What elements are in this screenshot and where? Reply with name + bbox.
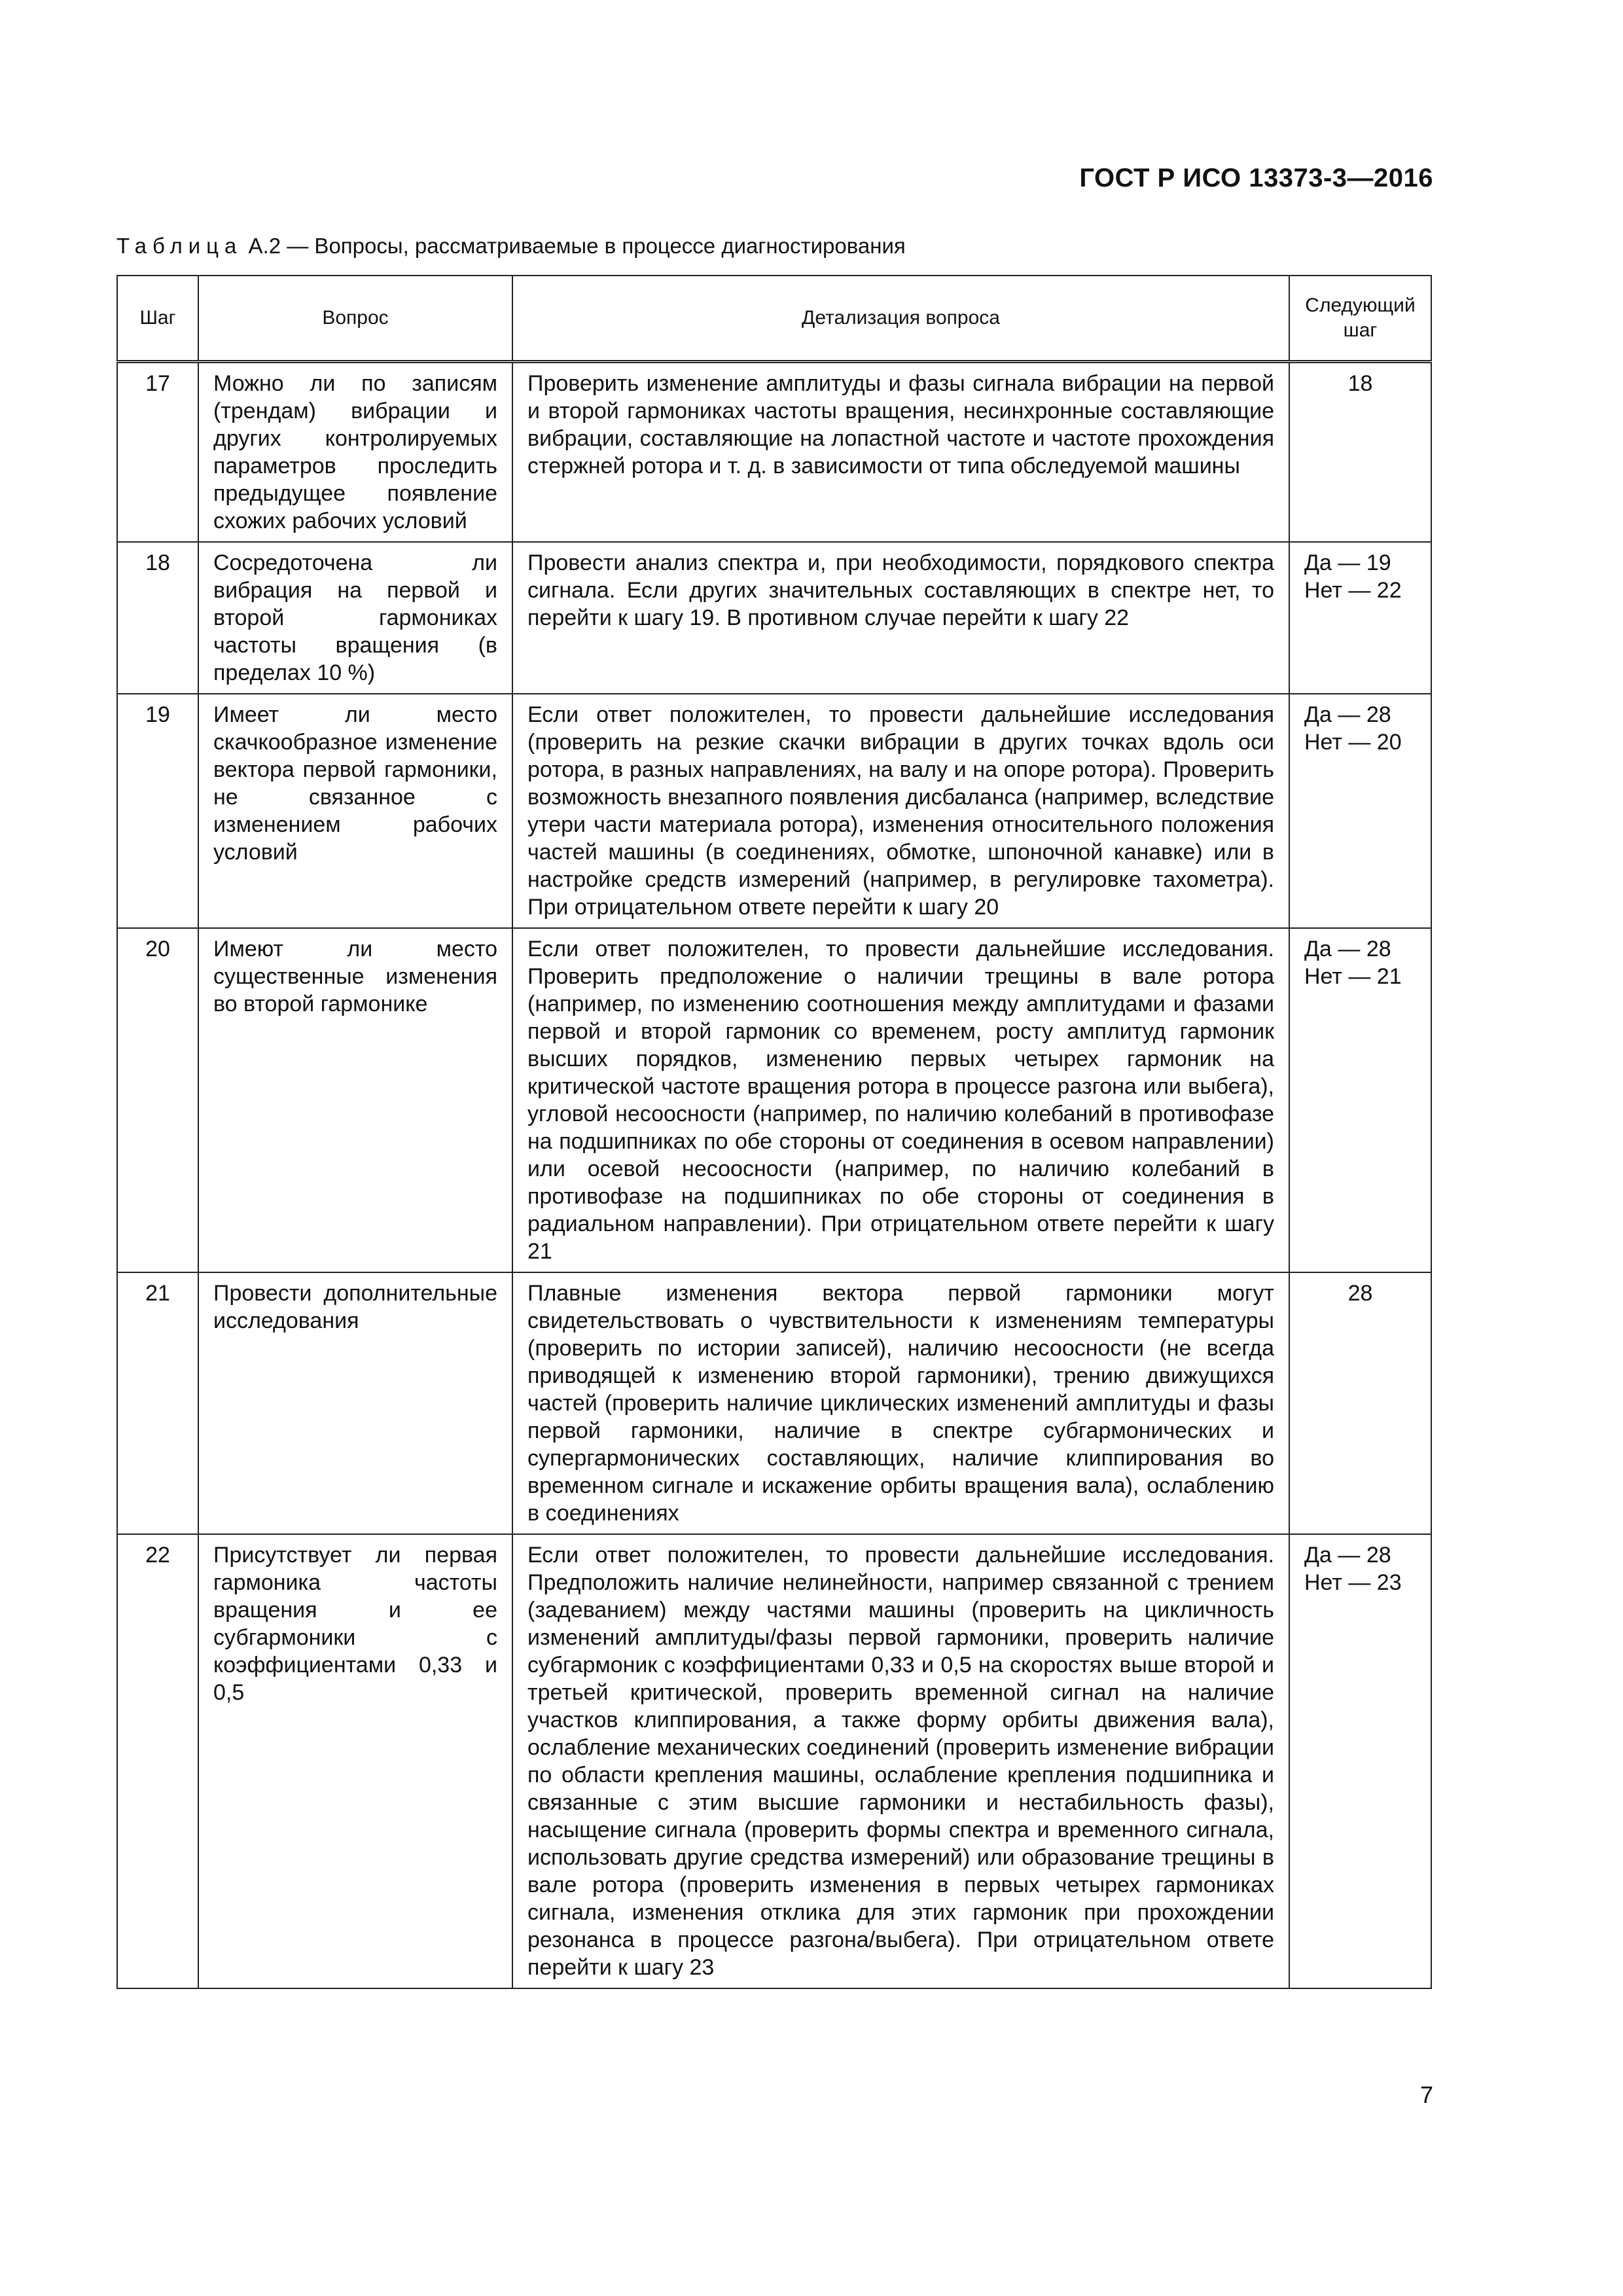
next-step-value: Да — 19 (1304, 550, 1391, 575)
next-step-value: 28 (1347, 1281, 1373, 1306)
next-step-cell (1289, 362, 1431, 543)
step-cell: 20 (117, 928, 198, 1272)
table-row (117, 1534, 1431, 1988)
next-step-value: 18 (1347, 371, 1373, 396)
question-cell: Можно ли по записям (трендам) вибрации и других контролируемых параметров проследить предыдущее появление схожих рабочих условий (198, 362, 512, 543)
table-row (117, 1272, 1431, 1534)
next-step-value: Да — 28 (1304, 702, 1391, 727)
document-header: ГОСТ Р ИСО 13373-3—2016 (1079, 164, 1433, 192)
next-step-value: Да — 28 (1304, 937, 1391, 961)
detail-cell: Проверить изменение амплитуды и фазы сигнала вибрации на первой и второй гармониках частоты вращения, несинхронные составляющие вибрации, составляющие на лопастной частоте и частоте прохождения стержней ротора и т. д. в зависимости от типа обследуемой машины (512, 362, 1289, 543)
detail-cell: Провести анализ спектра и, при необходимости, порядкового спектра сигнала. Если других значительных составляющих в спектре нет, то перейти к шагу 19. В противном случае перейти к шагу 22 (512, 542, 1289, 694)
step-cell: 19 (117, 694, 198, 928)
detail-cell: Если ответ положителен, то провести дальнейшие исследования. Проверить предположение о наличии трещины в вале ротора (например, по изменению соотношения между амплитудами и фазами первой и второй гармоник со временем, росту амплитуд гармоник высших порядков, изменению первых четырех гармоник на критической частоте вращения ротора в процессе разгона или выбега), угловой несоосности (например, по наличию колебаний в противофазе на подшипниках по обе стороны от соединения в осевом направлении) или осевой несоосности (например, по наличию колебаний в противофазе на подшипниках по обе стороны от соединения в радиальном направлении). При отрицательном ответе перейти к шагу 21 (512, 928, 1289, 1272)
page-number: 7 (1419, 2081, 1433, 2108)
column-header-step: Шаг (117, 276, 198, 362)
step-cell: 21 (117, 1272, 198, 1534)
next-step-value: Нет — 22 (1304, 578, 1402, 603)
table-caption-label: Таблица (116, 234, 243, 258)
question-cell: Сосредоточена ли вибрация на первой и второй гармониках частоты вращения (в пределах 10 %) (198, 542, 512, 694)
step-cell: 17 (117, 362, 198, 543)
next-step-value: Да — 28 (1304, 1543, 1391, 1568)
table-row (117, 928, 1431, 1272)
next-step-cell (1289, 928, 1431, 1272)
table-caption-text: А.2 — Вопросы, рассматриваемые в процессе диагностирования (242, 234, 906, 258)
next-step-value: Нет — 23 (1304, 1570, 1402, 1595)
step-cell: 18 (117, 542, 198, 694)
next-step-value: Нет — 20 (1304, 730, 1402, 755)
table-body (117, 362, 1431, 1989)
table-header-row (117, 276, 1431, 362)
detail-cell: Если ответ положителен, то провести дальнейшие исследования. Предположить наличие нелинейности, например связанной с трением (задеванием) между частями машины (проверить на цикличность изменений амплитуды/фазы первой гармоники, проверить наличие субгармоник с коэффициентами 0,33 и 0,5 на скоростях выше второй и третьей критической, проверить временной сигнал на наличие участков клиппирования, а также форму орбиты движения вала), ослабление механических соединений (проверить изменение вибрации по области крепления машины, ослабление крепления подшипника и связанные с этим высшие гармоники и нестабильность фазы), насыщение сигнала (проверить формы спектра и временного сигнала, использовать другие средства измерений) или образование трещины в вале ротора (проверить изменения в первых четырех гармониках сигнала, изменения отклика для этих гармоник при прохождении резонанса в процессе разгона/выбега). При отрицательном ответе перейти к шагу 23 (512, 1534, 1289, 1988)
question-cell: Имеют ли место существенные изменения во второй гармонике (198, 928, 512, 1272)
table-caption (116, 233, 906, 259)
question-cell: Провести дополнительные исследования (198, 1272, 512, 1534)
table-row (117, 362, 1431, 543)
next-step-cell (1289, 1534, 1431, 1988)
table-row (117, 542, 1431, 694)
next-step-cell (1289, 694, 1431, 928)
table-row (117, 694, 1431, 928)
question-cell: Присутствует ли первая гармоника частоты вращения и ее субгармоники с коэффициентами 0,33 и 0,5 (198, 1534, 512, 1988)
column-header-detail: Детализация вопроса (512, 276, 1289, 362)
diagnostic-questions-table (116, 275, 1432, 1989)
detail-cell: Если ответ положителен, то провести дальнейшие исследования (проверить на резкие скачки вибрации в других точках вдоль оси ротора, в разных направлениях, на валу и на опоре ротора). Проверить возможность внезапного появления дисбаланса (например, вследствие утери части материала ротора), изменения относительного положения частей машины (в соединениях, обмотке, шпоночной канавке) или в настройке средств измерений (например, в регулировке тахометра). При отрицательном ответе перейти к шагу 20 (512, 694, 1289, 928)
next-step-cell (1289, 542, 1431, 694)
detail-cell: Плавные изменения вектора первой гармоники могут свидетельствовать о чувствительности к изменениям температуры (проверить по истории записей), наличию несоосности (не всегда приводящей к изменению второй гармоники), трению движущихся частей (проверить наличие циклических изменений амплитуды и фазы первой гармоники, наличие в спектре субгармонических и супергармонических составляющих, наличие клиппирования во временном сигнале и искажение орбиты вращения вала), ослаблению в соединениях (512, 1272, 1289, 1534)
next-step-value: Нет — 21 (1304, 964, 1402, 989)
column-header-question: Вопрос (198, 276, 512, 362)
step-cell: 22 (117, 1534, 198, 1988)
next-step-cell (1289, 1272, 1431, 1534)
column-header-next: Следующий шаг (1289, 276, 1431, 362)
question-cell: Имеет ли место скачкообразное изменение вектора первой гармоники, не связанное с изменением рабочих условий (198, 694, 512, 928)
